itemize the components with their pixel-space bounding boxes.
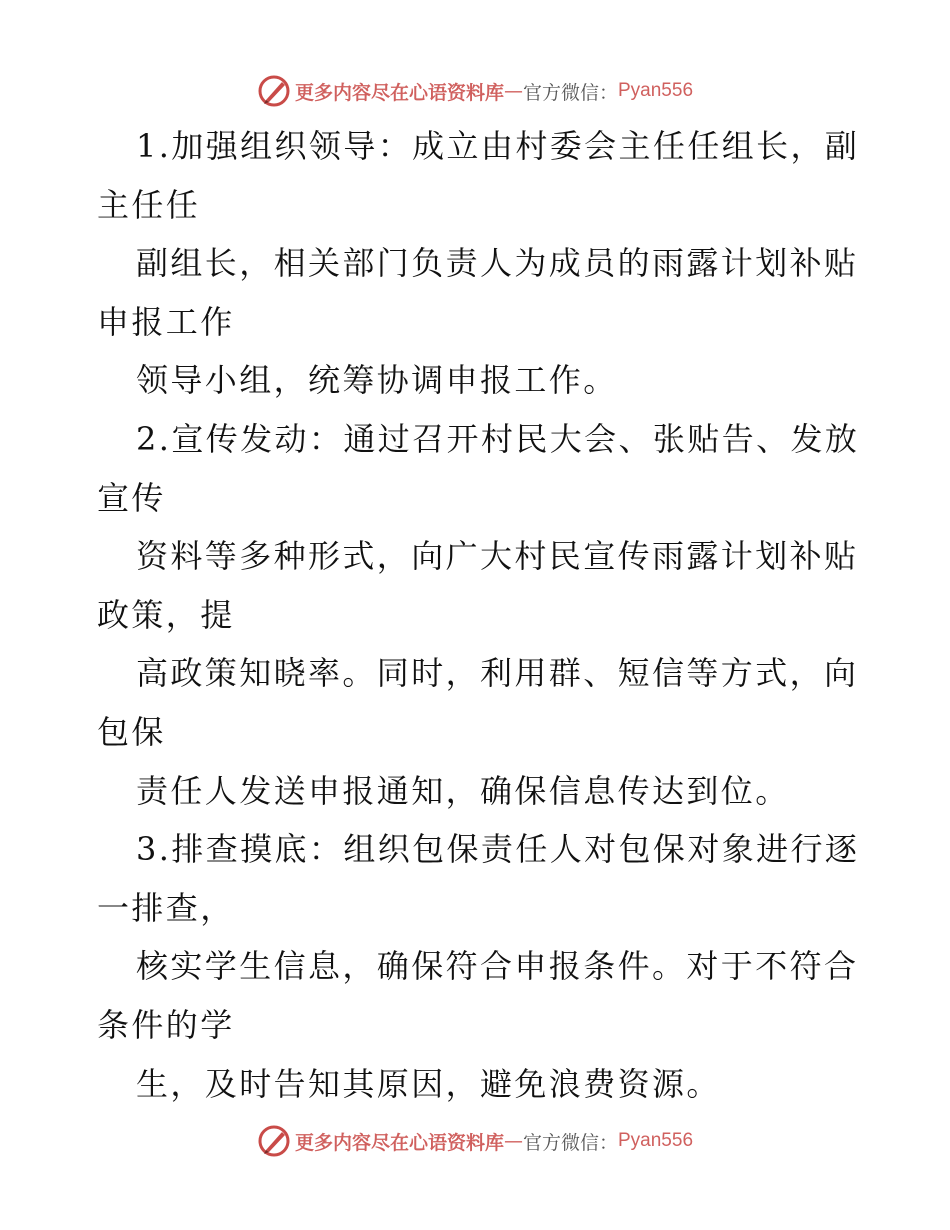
text-line: 3.排查摸底：组织包保责任人对包保对象进行逐 (136, 830, 860, 869)
text-line: 资料等多种形式，向广大村民宣传雨露计划补贴 (136, 537, 859, 576)
pen-logo-icon (257, 74, 291, 108)
text-line: 宣传 (97, 478, 166, 517)
text-line: 核实学生信息，确保符合申报条件。对于不符合 (136, 947, 859, 986)
text-line: 2.宣传发动：通过召开村民大会、张贴告、发放 (136, 419, 860, 458)
watermark-text: 更多内容尽在心语资料库 (294, 81, 504, 104)
header-watermark (0, 71, 950, 111)
watermark-wechat-id: Pyan556 (618, 1130, 694, 1151)
text-line: 副组长，相关部门负责人为成员的雨露计划补贴 (136, 244, 859, 283)
watermark-official-label: 官方微信： (522, 1131, 618, 1154)
text-line: 条件的学 (97, 1005, 235, 1044)
text-line: 一排查， (97, 888, 235, 927)
text-line: 领导小组，统筹协调申报工作。 (136, 361, 618, 400)
text-line: 包保 (97, 712, 166, 751)
text-line: 高政策知晓率。同时，利用群、短信等方式，向 (136, 654, 859, 693)
watermark-text: 更多内容尽在心语资料库 (294, 1131, 504, 1154)
text-line: 主任任 (97, 185, 201, 224)
text-line: 政策，提 (97, 595, 235, 634)
text-line: 1.加强组织领导：成立由村委会主任任组长，副 (136, 127, 860, 165)
pen-logo-icon (257, 1124, 291, 1158)
watermark-official-label: 官方微信： (522, 81, 618, 104)
text-line: 申报工作 (97, 302, 235, 341)
footer-watermark (0, 1121, 950, 1161)
watermark-dash: — (503, 80, 523, 102)
watermark-wechat-id: Pyan556 (618, 80, 694, 101)
document-body (97, 117, 860, 1113)
text-line: 生，及时告知其原因，避免浪费资源。 (136, 1064, 721, 1103)
watermark-dash: — (503, 1130, 523, 1152)
text-line: 责任人发送申报通知，确保信息传达到位。 (136, 771, 790, 810)
